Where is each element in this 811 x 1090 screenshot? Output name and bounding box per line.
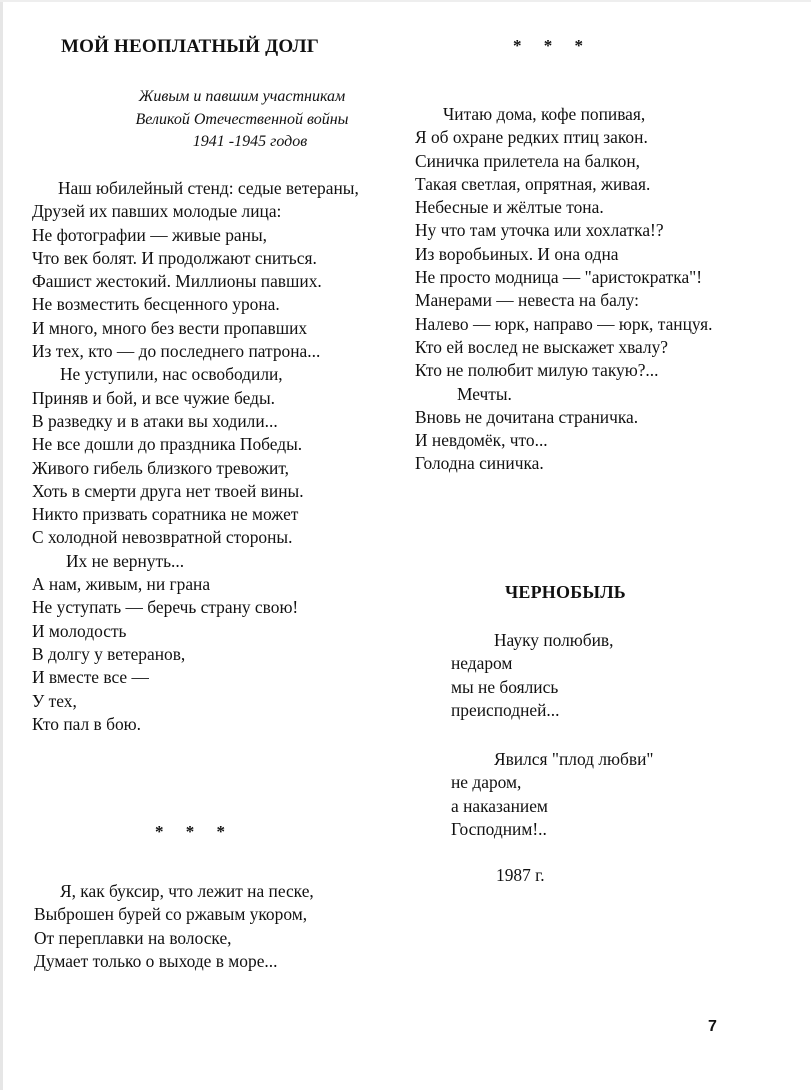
poem-date: 1987 г.: [496, 865, 545, 885]
poem-line: Синичка прилетела на балкон,: [415, 150, 640, 171]
poem-line: А нам, живым, ни грана: [32, 574, 211, 595]
poem-line: Кто ей вослед не выскажет хвалу?: [415, 336, 669, 357]
poem-line: Господним!..: [451, 818, 547, 839]
poem-line: Из тех, кто — до последнего патрона...: [32, 341, 321, 362]
poem-line: Налево — юрк, направо — юрк, танцуя.: [415, 313, 713, 334]
poem-line: Никто призвать соратника не может: [32, 504, 299, 525]
poem-line: Вновь не дочитана страничка.: [415, 406, 639, 427]
poem-title-chernobyl: ЧЕРНОБЫЛЬ: [505, 582, 626, 602]
poem-line: Не уступили, нас освободили,: [60, 364, 283, 385]
poem-line: Я, как буксир, что лежит на песке,: [60, 881, 314, 901]
poem-line: Науку полюбив,: [494, 630, 614, 650]
poem-line: Мечты.: [457, 383, 512, 404]
dedication-line: Живым и павшим участникам: [138, 88, 346, 105]
poem-line: Читаю дома, кофе попивая,: [443, 104, 646, 124]
poem-chernobyl-stanza-1: [451, 629, 614, 722]
poem-line: Не все дошли до праздника Победы.: [32, 434, 303, 455]
page-number: 7: [708, 1018, 717, 1035]
poem-line: Хоть в смерти друга нет твоей вины.: [32, 480, 304, 501]
section-stars: * * *: [513, 36, 592, 55]
poem-line: Ну что там уточка или хохлатка!?: [415, 220, 664, 241]
poem-line: Друзей их павших молодые лица:: [32, 201, 282, 222]
poem-line: Манерами — невеста на балу:: [415, 290, 639, 311]
poem-line: Кто не полюбит милую такую?...: [415, 360, 659, 381]
poem-line: Кто пал в бою.: [32, 713, 141, 734]
poem-debt-body: [32, 177, 359, 736]
poem-line: Не уступать — беречь страну свою!: [32, 597, 299, 618]
poem-line: Не возместить бесценного урона.: [32, 294, 280, 315]
poem-line: Не просто модница — "аристократка"!: [415, 267, 703, 288]
poem-line: не даром,: [451, 772, 522, 793]
poem-line: Выброшен бурей со ржавым укором,: [34, 904, 308, 925]
section-stars: * * *: [155, 822, 234, 841]
poem-line: И вместе все —: [32, 667, 149, 688]
poem-title-debt: МОЙ НЕОПЛАТНЫЙ ДОЛГ: [61, 36, 320, 57]
poem-line: Живого гибель близкого тревожит,: [32, 457, 289, 478]
dedication-line: 1941 -1945 годов: [192, 133, 308, 150]
poem-line: мы не боялись: [451, 676, 559, 697]
poem-line: недаром: [451, 653, 513, 674]
poem-line: Думает только о выходе в море...: [34, 950, 278, 971]
poem-line: преисподней...: [451, 699, 560, 720]
poem-line: В разведку и в атаки вы ходили...: [32, 410, 278, 431]
poem-line: Такая светлая, опрятная, живая.: [415, 173, 651, 194]
poem-tug-body: [34, 880, 314, 973]
poem-line: Что век болят. И продолжают сниться.: [32, 247, 317, 268]
poem-chernobyl-stanza-2: [451, 748, 653, 841]
poem-line: Я об охране редких птиц закон.: [415, 127, 648, 148]
poem-line: И много, много без вести пропавших: [32, 317, 308, 338]
poem-line: Их не вернуть...: [66, 550, 185, 571]
poem-line: И невдомёк, что...: [415, 430, 548, 451]
poem-line: Небесные и жёлтые тона.: [415, 197, 604, 218]
poem-line: Наш юбилейный стенд: седые ветераны,: [58, 178, 359, 198]
dedication: [112, 86, 372, 154]
page-edge-top: [0, 0, 811, 2]
poem-line: Явился "плод любви": [494, 749, 654, 769]
poem-line: И молодость: [32, 620, 127, 641]
page-edge: [0, 0, 3, 1090]
poem-line: От переплавки на волоске,: [34, 927, 232, 948]
poem-line: Из воробьиных. И она одна: [415, 243, 619, 264]
poem-line: Приняв и бой, и все чужие беды.: [32, 387, 275, 408]
poem-line: С холодной невозвратной стороны.: [32, 527, 293, 548]
dedication-line: Великой Отечественной войны: [135, 110, 349, 128]
poem-line: У тех,: [32, 690, 77, 711]
poem-line: а наказанием: [451, 795, 548, 816]
poem-titmouse-body: [415, 103, 713, 476]
poem-line: Фашист жестокий. Миллионы павших.: [32, 271, 322, 292]
poem-line: Голодна синичка.: [415, 453, 544, 474]
poem-line: Не фотографии — живые раны,: [32, 224, 267, 245]
poem-line: В долгу у ветеранов,: [32, 643, 186, 664]
